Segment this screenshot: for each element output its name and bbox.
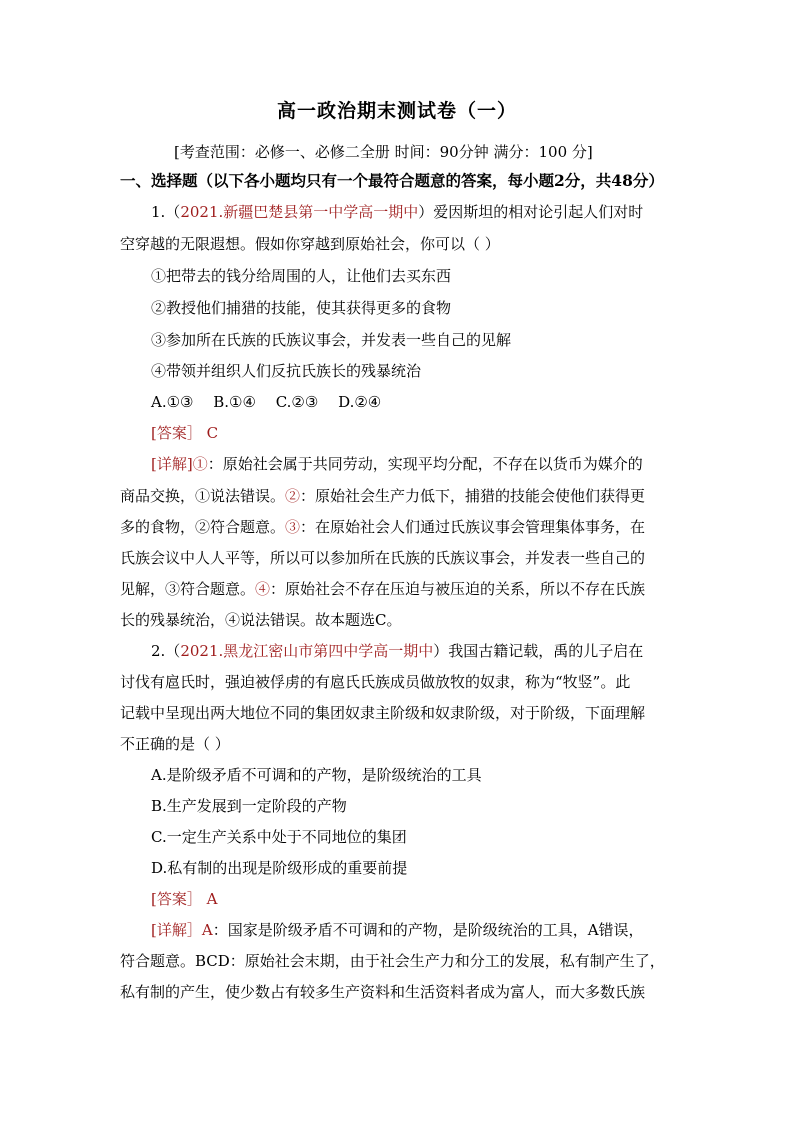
explanation-text: ：国家是阶级矛盾不可调和的产物，是阶级统治的工具，A错误， — [212, 921, 644, 939]
explanation-text: ：原始社会不存在压迫与被压迫的关系，所以不存在氏族 — [270, 580, 646, 598]
q1-explanation-line-5 — [120, 579, 645, 599]
q1-choices: A.①③ B.①④ C.②③ D.②④ — [151, 393, 382, 411]
explanation-text: 商品交换，①说法错误。 — [120, 487, 286, 505]
explanation-text: ：原始社会属于共同劳动，实现平均分配，不存在以货币为媒介的 — [207, 455, 643, 473]
explanation-text: ：原始社会生产力低下，捕猎的技能会使他们获得更 — [300, 487, 646, 505]
q1-statement-2: ②教授他们捕猎的技能，使其获得更多的食物 — [151, 299, 452, 317]
q1-explanation-line-6: 长的残暴统治，④说法错误。故本题选C。 — [120, 611, 402, 629]
marker: A — [201, 921, 213, 939]
q1-explanation-line-3 — [120, 517, 645, 537]
explanation-label: [详解］ — [151, 921, 202, 939]
page-title: 高一政治期末测试卷（一） — [276, 100, 517, 122]
question-source: 2021.新疆巴楚县第一中学高一期中 — [180, 203, 419, 221]
marker: ④ — [255, 580, 271, 598]
question-2-stem-cont-1: 讨伐有扈氏时，强迫被俘虏的有扈氏氏族成员做放牧的奴隶，称为“牧竖”。此 — [120, 673, 631, 691]
answer-value: C — [206, 424, 219, 442]
q2-answer — [151, 889, 217, 909]
q1-explanation-line-2 — [120, 486, 645, 506]
question-number: 2.（ — [151, 642, 181, 660]
explanation-text: 见解，③符合题意。 — [120, 580, 256, 598]
question-text: ）爱因斯坦的相对论引起人们对时 — [418, 203, 644, 221]
q1-explanation-line-4: 氏族会议中人人平等，所以可以参加所在氏族的氏族议事会，并发表一些自己的 — [120, 549, 646, 567]
question-2-stem-cont-3: 不正确的是（ ） — [120, 735, 230, 753]
q2-option-a: A.是阶级矛盾不可调和的产物，是阶级统治的工具 — [151, 766, 482, 784]
answer-value: A — [206, 890, 218, 908]
explanation-label: [详解] — [151, 455, 193, 473]
marker: ③ — [285, 518, 301, 536]
question-1-stem-cont: 空穿越的无限遐想。假如你穿越到原始社会，你可以（ ） — [120, 235, 500, 253]
q2-option-b: B.生产发展到一定阶段的产物 — [151, 797, 347, 815]
question-2-stem — [151, 641, 643, 661]
q1-statement-3: ③参加所在氏族的氏族议事会，并发表一些自己的见解 — [151, 331, 512, 349]
explanation-text: ：在原始社会人们通过氏族议事会管理集体事务，在 — [300, 518, 646, 536]
q1-explanation-line-1 — [151, 454, 643, 474]
q2-explanation-line-3: 私有制的产生，使少数占有较多生产资料和生活资料者成为富人，而大多数氏族 — [120, 983, 646, 1001]
question-1-stem — [151, 202, 643, 222]
marker: ② — [285, 487, 301, 505]
question-number: 1.（ — [151, 203, 181, 221]
q2-explanation-line-2: 符合题意。BCD：原始社会末期，由于社会生产力和分工的发展，私有制产生了， — [120, 952, 665, 970]
exam-scope: [考查范围：必修一、必修二全册 时间：90分钟 满分：100 分] — [174, 143, 593, 161]
question-source: 2021.黑龙江密山市第四中学高一期中 — [180, 642, 434, 660]
q1-answer — [151, 423, 218, 443]
question-2-stem-cont-2: 记载中呈现出两大地位不同的集团奴隶主阶级和奴隶阶级，对于阶级，下面理解 — [120, 704, 646, 722]
q1-statement-4: ④带领并组织人们反抗氏族长的残暴统治 — [151, 362, 422, 380]
q2-option-d: D.私有制的出现是阶级形成的重要前提 — [151, 859, 408, 877]
q1-statement-1: ①把带去的钱分给周围的人，让他们去买东西 — [151, 267, 452, 285]
question-text: ）我国古籍记载，禹的儿子启在 — [433, 642, 644, 660]
explanation-text: 多的食物，②符合题意。 — [120, 518, 286, 536]
answer-label: [答案］ — [151, 424, 202, 442]
q2-option-c: C.一定生产关系中处于不同地位的集团 — [151, 828, 407, 846]
q2-explanation-line-1 — [151, 920, 644, 940]
marker: ① — [192, 455, 208, 473]
answer-label: [答案］ — [151, 890, 202, 908]
section-heading: 一、选择题（以下各小题均只有一个最符合题意的答案，每小题2分，共48分） — [120, 171, 664, 190]
